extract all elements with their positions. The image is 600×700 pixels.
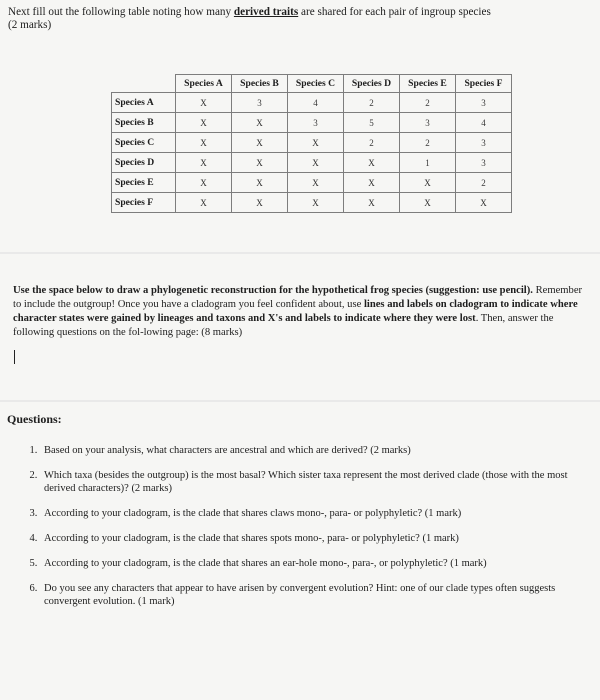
question-item: 2. Which taxa (besides the outgroup) is the most basal? Which sister taxa represent the most derived clade (those with the most derived characters)? (2 marks) xyxy=(40,469,600,495)
table-cell: X xyxy=(176,133,232,153)
phylogeny-bold-1: Use the space below to draw a phylogenetic reconstruction for the hypothetical frog species (suggestion: use pencil). xyxy=(13,285,533,296)
table-header-row xyxy=(112,75,512,93)
table-cell: 3 xyxy=(456,133,512,153)
table-cell: 1 xyxy=(400,153,456,173)
table-cell: X xyxy=(232,133,288,153)
table-cell: 2 xyxy=(456,173,512,193)
instructions-suffix: are shared for each pair of ingroup species xyxy=(298,6,491,18)
table-cell: X xyxy=(344,193,400,213)
table-cell: X xyxy=(176,113,232,133)
column-header: Species B xyxy=(232,75,288,93)
question-item: 6. Do you see any characters that appear to have arisen by convergent evolution? Hint: one of our clade types often suggests convergent evolution. (1 mark) xyxy=(40,582,600,608)
table-cell: X xyxy=(456,193,512,213)
table-instructions xyxy=(8,6,593,32)
phylogeny-bold-2: lines and labels on cladogram to indicate where character states were gained by lineages and taxons and X's and labels to indicate where they were lost xyxy=(13,299,578,324)
column-header: Species A xyxy=(176,75,232,93)
table-row xyxy=(112,173,512,193)
table-row xyxy=(112,193,512,213)
row-header: Species F xyxy=(112,193,176,213)
table-row xyxy=(112,113,512,133)
column-header: Species E xyxy=(400,75,456,93)
column-header: Species F xyxy=(456,75,512,93)
table-corner xyxy=(112,75,176,93)
table-cell: X xyxy=(288,173,344,193)
table-cell: 3 xyxy=(400,113,456,133)
instructions-prefix: Next fill out the following table noting how many xyxy=(8,6,234,18)
table-cell: 4 xyxy=(288,93,344,113)
instructions-marks: (2 marks) xyxy=(8,19,52,31)
table-cell: X xyxy=(176,153,232,173)
instructions-underlined: derived traits xyxy=(233,6,299,18)
table-body xyxy=(112,93,512,213)
table-cell: 2 xyxy=(344,133,400,153)
table-row xyxy=(112,153,512,173)
table-cell: 5 xyxy=(344,113,400,133)
text-cursor xyxy=(14,350,15,364)
table-cell: X xyxy=(344,153,400,173)
table-cell: X xyxy=(176,93,232,113)
table-cell: X xyxy=(232,193,288,213)
table-cell: X xyxy=(288,193,344,213)
shared-traits-table xyxy=(111,74,512,213)
table-cell: 2 xyxy=(400,93,456,113)
table-cell: X xyxy=(400,193,456,213)
phylogeny-instructions xyxy=(13,284,583,340)
table-cell: 3 xyxy=(456,153,512,173)
table-cell: X xyxy=(232,113,288,133)
row-header: Species B xyxy=(112,113,176,133)
phylogeny-text-2: . Then, answer the following questions on the fol-lowing page: (8 marks) xyxy=(13,313,554,338)
phylogeny-text-1: Remember to include the outgroup! Once you have a cladogram you feel confident about, use xyxy=(13,285,583,310)
table-cell: 3 xyxy=(456,93,512,113)
phylogeny-panel xyxy=(0,254,600,400)
row-header: Species D xyxy=(112,153,176,173)
table-cell: X xyxy=(176,173,232,193)
table-cell: 2 xyxy=(344,93,400,113)
table-cell: X xyxy=(400,173,456,193)
table-cell: 2 xyxy=(400,133,456,153)
question-item: 5. According to your cladogram, is the clade that shares an ear-hole mono-, para-, or polyphyletic? (1 mark) xyxy=(40,557,600,570)
questions-list xyxy=(22,432,600,620)
table-cell: X xyxy=(232,153,288,173)
table-cell: X xyxy=(232,173,288,193)
row-header: Species C xyxy=(112,133,176,153)
questions-panel xyxy=(0,402,600,700)
question-item: 3. According to your cladogram, is the clade that shares claws mono-, para- or polyphyletic? (1 mark) xyxy=(40,507,600,520)
derived-traits-panel xyxy=(0,0,600,252)
question-item: 4. According to your cladogram, is the clade that shares spots mono-, para- or polyphyletic? (1 mark) xyxy=(40,532,600,545)
row-header: Species E xyxy=(112,173,176,193)
question-item: 1. Based on your analysis, what characters are ancestral and which are derived? (2 marks) xyxy=(40,444,600,457)
table-row xyxy=(112,133,512,153)
column-header: Species D xyxy=(344,75,400,93)
table-cell: X xyxy=(288,133,344,153)
table-cell: 3 xyxy=(288,113,344,133)
questions-heading: Questions: xyxy=(7,412,62,426)
table-row xyxy=(112,93,512,113)
table-cell: 4 xyxy=(456,113,512,133)
table-cell: X xyxy=(176,193,232,213)
table-cell: X xyxy=(288,153,344,173)
row-header: Species A xyxy=(112,93,176,113)
table-cell: X xyxy=(344,173,400,193)
table-cell: 3 xyxy=(232,93,288,113)
column-header: Species C xyxy=(288,75,344,93)
